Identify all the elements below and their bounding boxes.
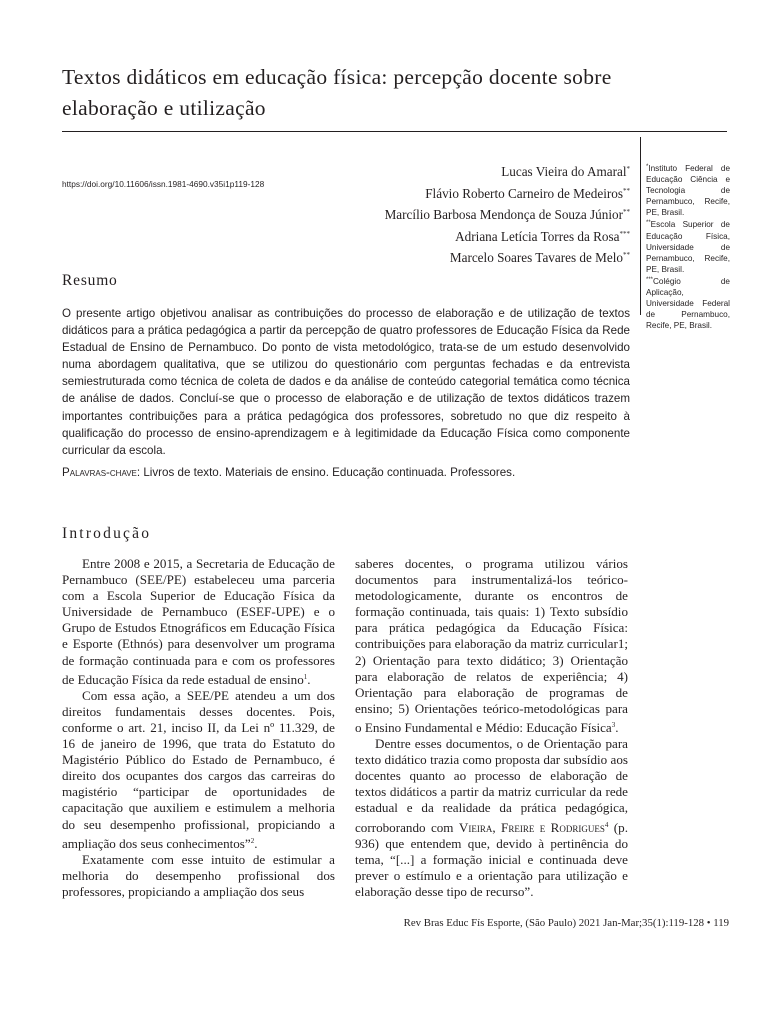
author-list xyxy=(385,160,630,268)
paragraph: Entre 2008 e 2015, a Secretaria de Educação de Pernambuco (SEE/PE) estabeleceu uma parceria com a Escola Superior de Educação Física da Universidade de Pernambuco (ESEF-UPE) e o Grupo de Estudos Etnográficos em Educação Física e Esporte (Ethnós) para desenvolver um programa de formação continuada para e com os professores de Educação Física da rede estadual de ensino$^1$. xyxy=(62,556,335,687)
affiliation: ***Colégio de Aplicação, Universidade Federal de Pernambuco, Recife, PE, Brasil. xyxy=(646,276,730,331)
author: Flávio Roberto Carneiro de Medeiros** xyxy=(425,185,630,201)
abstract-text: O presente artigo objetivou analisar as contribuições do processo de elaboração e de utilização de textos didáticos para a prática pedagógica a partir da percepção de quatro professores de Educação Física da Rede Estadual de Ensino de Pernambuco. Do ponto de vista metodológico, trata-se de um estudo desenvolvido numa abordagem qualitativa, que se utilizou do questionário com perguntas fechadas e da entrevista semiestruturada como técnica de coleta de dados e da análise de conteúdo categorial temática como técnica de análise de dados. Concluí-se que o processo de elaboração e de utilização de textos didáticos trazem importantes contribuições para a prática pedagógica dos professores, sobretudo no que diz respeito à qualificação do processo de ensino-aprendizagem e à legitimidade da Educação Física como componente curricular da escola. xyxy=(62,307,630,457)
doi-link[interactable]: https://doi.org/10.11606/issn.1981-4690.v35i1p119-128 xyxy=(62,179,265,189)
author: Marcílio Barbosa Mendonça de Souza Júnior** xyxy=(384,207,630,223)
author: Adriana Letícia Torres da Rosa*** xyxy=(455,228,630,244)
reference-mark: 1 xyxy=(303,672,308,681)
paragraph: saberes docentes, o programa utilizou vários documentos para instrumentalizá-los teórico-metodologicamente, durante os encontros de formação continuada, tais quais: 1) Texto subsídio para prática pedagógica da Educação Física: contribuições para elaboração da matriz curricular1; 2) Orientação para texto didático; 3) Orientação para elaboração de relatos de experiência; 4) Orientação para elaboração de programas de ensino; 5) Orientações teórico-metodológicas para o Ensino Fundamental e Médio: Educação Física$^3$. xyxy=(355,556,629,735)
article-title: Textos didáticos em educação física: percepção docente sobre elaboração e utilização xyxy=(62,65,612,120)
introduction-heading: Introdução xyxy=(62,525,152,542)
affiliation-divider xyxy=(640,137,641,315)
reference-mark: 4 xyxy=(604,820,609,829)
page-footer: Rev Bras Educ Fís Esporte, (São Paulo) 2021 Jan-Mar;35(1):119-128 • 119 xyxy=(403,917,729,929)
reference-mark: 3 xyxy=(611,720,616,729)
abstract-heading: Resumo xyxy=(62,272,118,289)
author: Marcelo Soares Tavares de Melo** xyxy=(449,250,630,266)
affiliation: **Escola Superior de Educação Física, Universidade de Pernambuco, Recife, PE, Brasil. xyxy=(646,220,730,274)
author: Lucas Vieira do Amaral* xyxy=(501,164,630,179)
title-divider xyxy=(62,131,727,132)
paragraph: Com essa ação, a SEE/PE atendeu a um dos direitos fundamentais desses docentes. Pois, conforme o art. 21, inciso II, da Lei nº 11.329, de 16 de janeiro de 1996, que trata do Estatuto do Magistério Público do Estado de Pernambuco, é direito dos ocupantes dos cargos das carreiras do magistério “participar de oportunidades de capacitação que auxiliem e estimulem a melhoria do seu desempenho profissional, propiciando a ampliação dos seus conhecimentos”$^2$. xyxy=(62,687,335,851)
affiliations xyxy=(646,162,730,331)
body-column-right xyxy=(355,556,628,900)
reference-mark: 2 xyxy=(250,836,255,845)
body-column-left xyxy=(62,556,335,900)
keywords xyxy=(62,464,630,481)
paragraph: Exatamente com esse intuito de estimular a melhoria do desempenho profissional dos professores, propiciando a ampliação dos seus xyxy=(62,851,335,899)
citation: Vieira, Freire e Rodrigues xyxy=(458,819,605,835)
affiliation: *Instituto Federal de Educação Ciência e Tecnologia de Pernambuco, Recife, PE, Brasil. xyxy=(646,164,730,218)
paragraph: Dentre esses documentos, o de Orientação para texto didático trazia como proposta dar subsídio aos docentes quanto ao processo de elaboração de textos didáticos a partir da matriz curricular da rede estadual e da realidade da prática pedagógica, corroborando com Vieira, Freire e Rodrigues$^4$ (p. 936) que entendem que, devido à pertinência do tema, “[...] a formação inicial e continuada deve prever o estímulo e a orientação para utilização e elaboração desse tipo de recurso”. xyxy=(355,736,628,899)
keywords-label: Palavras-chave: xyxy=(62,466,141,479)
keywords-list: Livros de texto. Materiais de ensino. Educação continuada. Professores. xyxy=(143,466,516,479)
